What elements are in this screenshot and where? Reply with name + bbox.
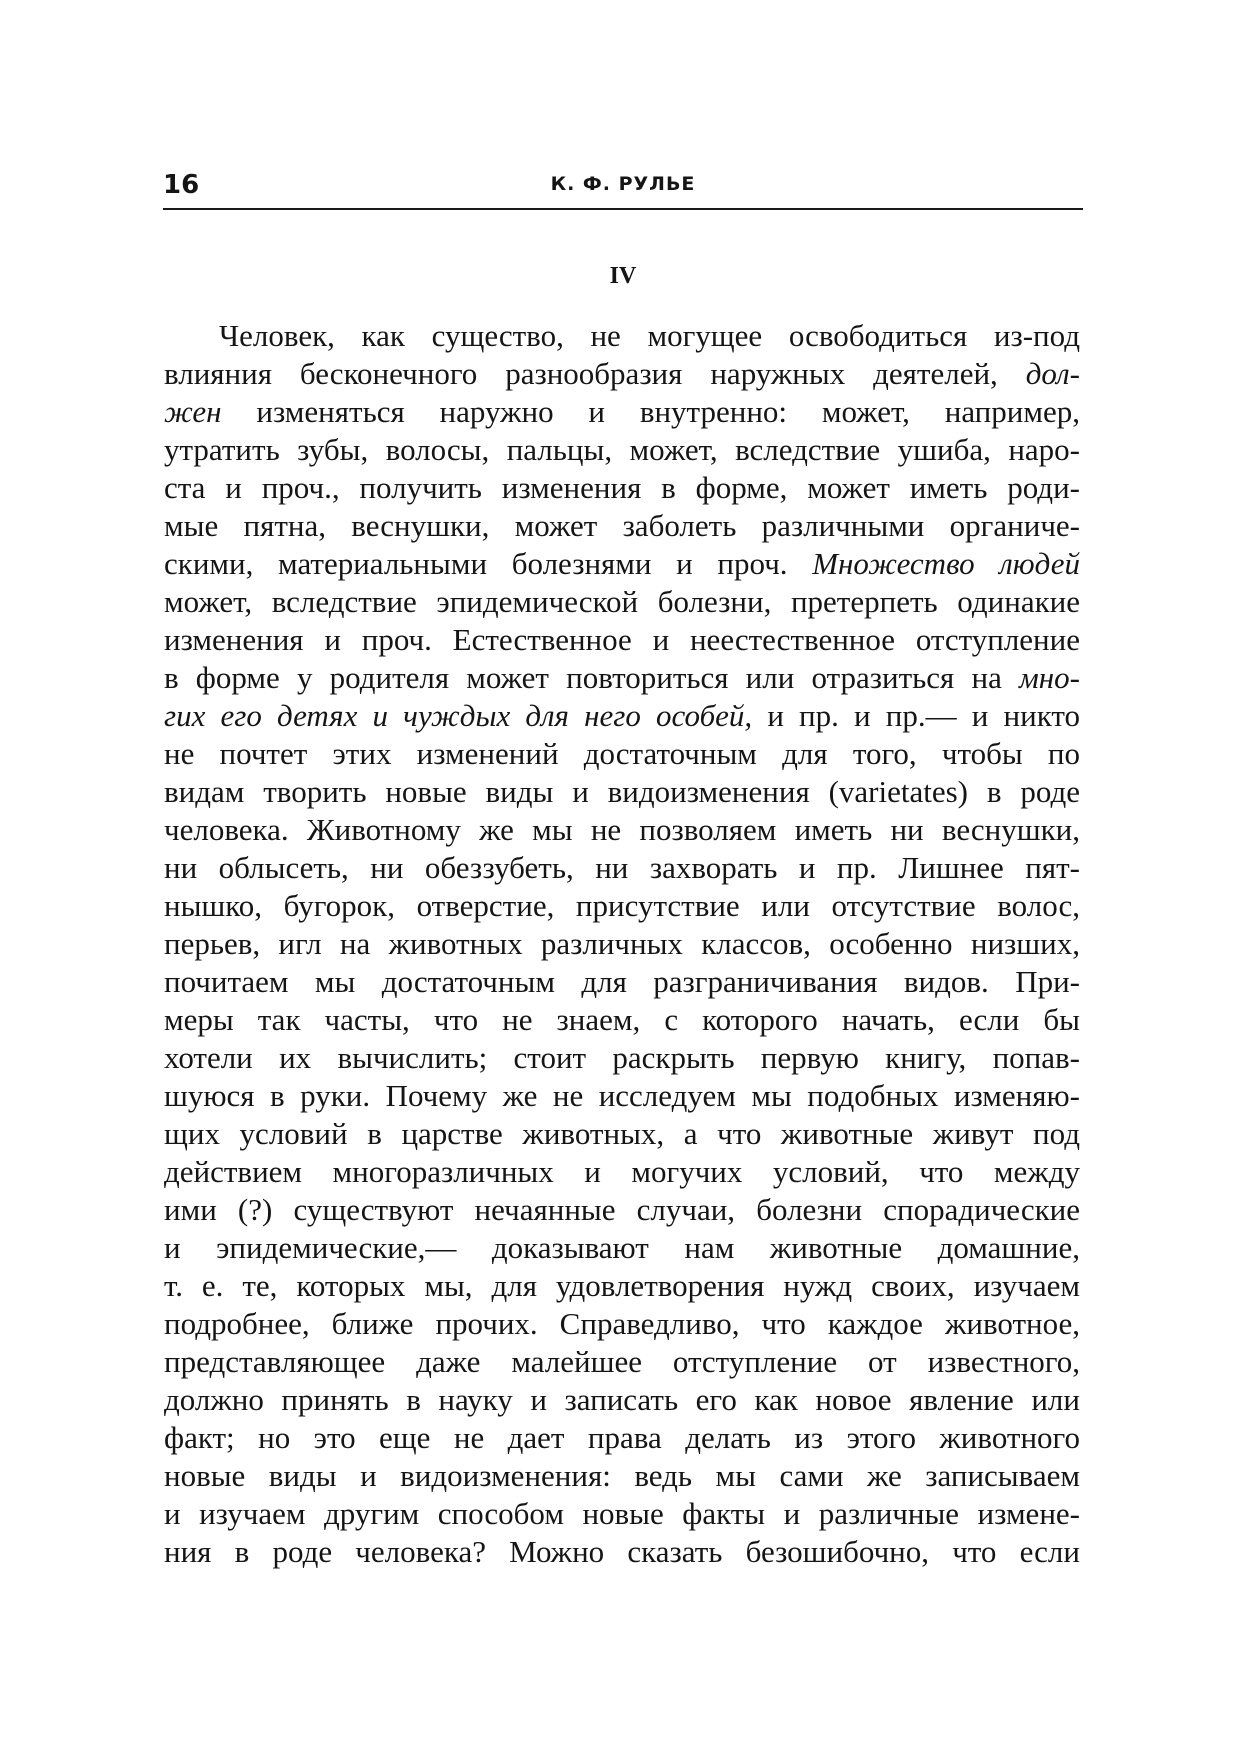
text-line: почитаем мы достаточным для разграничивания видов. При- [164, 964, 1080, 999]
text-line: человека. Животному же мы не позволяем иметь ни веснушки, [164, 812, 1080, 847]
text-line: действием многоразличных и могучих условий, что между [164, 1154, 1080, 1189]
text-line: Человек, как существо, не могущее освободиться из-под [219, 318, 1080, 353]
text-line: жен изменяться наружно и внутренно: может, например, [164, 394, 1080, 429]
text-line: ния в роде человека? Можно сказать безошибочно, что если [164, 1534, 1080, 1569]
text-line: должно принять в науку и записать его как новое явление или [164, 1382, 1080, 1417]
section-heading: IV [609, 263, 637, 289]
text-line: меры так часты, что не знаем, с которого начать, если бы [164, 1002, 1080, 1037]
text-line: скими, материальными болезнями и проч. Множество людей [164, 546, 1080, 581]
text-line: и изучаем другим способом новые факты и различные измене- [164, 1496, 1080, 1531]
text-line: факт; но это еще не дает права делать из этого животного [164, 1420, 1080, 1455]
body-text [164, 317, 1080, 1571]
text-line: может, вследствие эпидемической болезни, претерпеть одинакие [164, 584, 1080, 619]
text-line: шуюся в руки. Почему же не исследуем мы подобных изменяю- [164, 1078, 1080, 1113]
text-line: мые пятна, веснушки, может заболеть различными органиче- [164, 508, 1080, 543]
text-line: перьев, игл на животных различных классов, особенно низших, [164, 926, 1080, 961]
text-line: утратить зубы, волосы, пальцы, может, вследствие ушиба, наро- [164, 432, 1080, 467]
text-line: хотели их вычислить; стоит раскрыть первую книгу, попав- [164, 1040, 1080, 1075]
text-line: щих условий в царстве животных, а что животные живут под [164, 1116, 1080, 1151]
text-line: новые виды и видоизменения: ведь мы сами же записываем [164, 1458, 1080, 1493]
text-line: представляющее даже малейшее отступление от известного, [164, 1344, 1080, 1379]
page-header [163, 170, 1083, 200]
text-line: т. е. те, которых мы, для удовлетворения нужд своих, изучаем [164, 1268, 1080, 1303]
text-line: видам творить новые виды и видоизменения (varietates) в роде [164, 774, 1080, 809]
text-line: и эпидемические,— доказывают нам животные домашние, [164, 1230, 1080, 1265]
text-line: подробнее, ближе прочих. Справедливо, что каждое животное, [164, 1306, 1080, 1341]
header-rule [163, 208, 1083, 210]
text-line: нышко, бугорок, отверстие, присутствие или отсутствие волос, [164, 888, 1080, 923]
text-line: ста и проч., получить изменения в форме, может иметь роди- [164, 470, 1080, 505]
page-number: 16 [163, 170, 200, 200]
text-line: ни облысеть, ни обеззубеть, ни захворать и пр. Лишнее пят- [164, 850, 1080, 885]
text-line: ими (?) существуют нечаянные случаи, болезни спорадические [164, 1192, 1080, 1227]
text-line: влияния бесконечного разнообразия наружных деятелей, дол- [164, 356, 1080, 391]
text-line: гих его детях и чуждых для него особей, и пр. и пр.— и никто [164, 698, 1080, 733]
running-head: К. Ф. РУЛЬЕ [550, 173, 696, 195]
text-line: в форме у родителя может повториться или отразиться на мно- [164, 660, 1080, 695]
text-line: не почтет этих изменений достаточным для того, чтобы по [164, 736, 1080, 771]
text-line: изменения и проч. Естественное и неестественное отступление [164, 622, 1080, 657]
